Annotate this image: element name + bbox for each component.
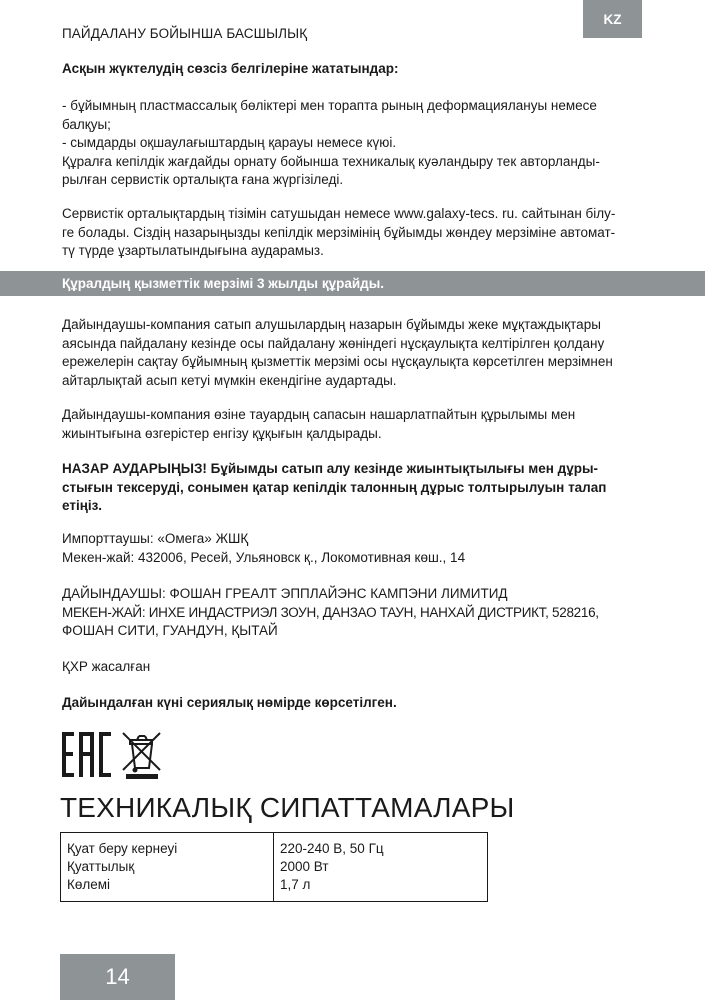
specs-labels-cell	[61, 833, 274, 902]
service-life-text: Құралдың қызметтік мерзімі 3 жылды құрайды.	[62, 276, 385, 291]
specs-values-cell	[274, 833, 488, 902]
overload-item: - сымдарды оқшаулағыштардың қарауы немесе күюі.	[62, 135, 397, 150]
notice-line: айтарлықтай асып кетуі мүмкін екендігіне аудартады.	[62, 372, 397, 388]
manufacturer-notice	[62, 316, 644, 390]
overload-item: балқуы;	[62, 116, 111, 132]
specs-heading: ТЕХНИКАЛЫҚ СИПАТТАМАЛАРЫ	[60, 792, 515, 823]
spec-value: 1,7 л	[280, 877, 311, 892]
producer-line: МЕКЕН-ЖАЙ: ИНХЕ ИНДАСТРИЭЛ ЗОУН, ДАНЗАО ТАУН, НАНХАЙ ДИСТРИКТ, 528216,	[62, 604, 599, 620]
overload-list	[62, 97, 644, 190]
header-title: ПАЙДАЛАНУ БОЙЫНША БАСШЫЛЫҚ	[62, 26, 308, 41]
attention-line: етіңіз.	[62, 498, 103, 513]
spec-label: Қуат беру кернеуі	[67, 841, 178, 856]
spec-value: 220-240 В, 50 Гц	[280, 841, 384, 856]
page-number: 14	[60, 954, 175, 1000]
warranty-text: рылған сервистік орталықта ғана жүргізіледі.	[62, 172, 344, 187]
notice-line: Дайындаушы-компания сатып алушылардың назарын бұйымды жеке мұқтаждықтары	[62, 317, 601, 332]
spec-label: Көлемі	[67, 877, 111, 892]
overload-section	[62, 60, 644, 79]
manufacture-date	[62, 694, 644, 713]
notice-line: аясында пайдалану кезінде осы пайдалану жөніндегі нұсқаулықта келтірілген қолдану	[62, 335, 605, 351]
specs-row	[61, 833, 488, 902]
importer-name: Импорттаушы: «Омега» ЖШҚ	[62, 531, 249, 546]
importer-address: Мекен-жай: 432006, Ресей, Ульяновск қ., Локомотивная көш., 14	[62, 549, 466, 565]
overload-item: - бұйымның пластмассалық бөліктері мен торапта рының деформациялануы немесе	[62, 98, 597, 113]
service-line: Сервистік орталықтардың тізімін сатушыдан немесе www.galaxy-tecs. ru. сайтынан білу-	[62, 206, 616, 221]
rights-paragraph	[62, 406, 644, 443]
attention-paragraph	[62, 460, 644, 516]
specs-table	[60, 832, 488, 902]
spec-label: Қуаттылық	[67, 859, 135, 874]
language-badge: KZ	[583, 0, 642, 38]
producer-line: ФОШАН СИТИ, ГУАНДУН, ҚЫТАЙ	[62, 623, 278, 638]
notice-line: ережелерін сақтау бұйымның қызметтік мерзімі осы нұсқаулықта көрсетілген мерзімнен	[62, 354, 613, 369]
service-paragraph	[62, 205, 644, 261]
service-line: тү түрде ұзартылатындығына аударамыз.	[62, 243, 324, 258]
producer-info	[62, 585, 644, 641]
rights-line: Дайындаушы-компания өзіне тауардың сапасын нашарлатпайтын құрылымы мен	[62, 407, 576, 422]
producer-line: ДАЙЫНДАУШЫ: ФОШАН ГРЕАЛТ ЭППЛАЙЭНС КАМПЭНИ ЛИМИТИД	[62, 586, 508, 601]
certification-logos	[60, 730, 170, 780]
manufacture-date-line: Дайындалған күні сериялық нөмірде көрсетілген.	[62, 695, 397, 710]
overload-heading: Асқын жүктелудің сөзсіз белгілеріне жататындар:	[62, 61, 399, 76]
crossed-bin-icon	[120, 730, 164, 780]
attention-line: стығын тексеруді, сонымен қатар кепілдік талонның дұрыс толтырылуын талап	[62, 479, 607, 495]
spec-value: 2000 Вт	[280, 859, 329, 874]
service-life-band	[0, 271, 705, 296]
importer-info	[62, 530, 644, 567]
origin-text	[62, 658, 644, 677]
rights-line: жиынтығына өзгерістер енгізу құқығын қалдырады.	[62, 425, 382, 441]
origin-line: ҚХР жасалған	[62, 659, 151, 674]
warranty-text: Құралға кепілдік жағдайды орнату бойынша техникалық куәландыру тек авторланды-	[62, 153, 600, 169]
service-line: ге болады. Сіздің назарыңызды кепілдік мерзімінің бұйымды жөндеу мерзіміне автомат-	[62, 224, 616, 240]
attention-line: НАЗАР АУДАРЫҢЫЗ! Бұйымды сатып алу кезінде жиынтықтылығы мен дұры-	[62, 461, 598, 476]
